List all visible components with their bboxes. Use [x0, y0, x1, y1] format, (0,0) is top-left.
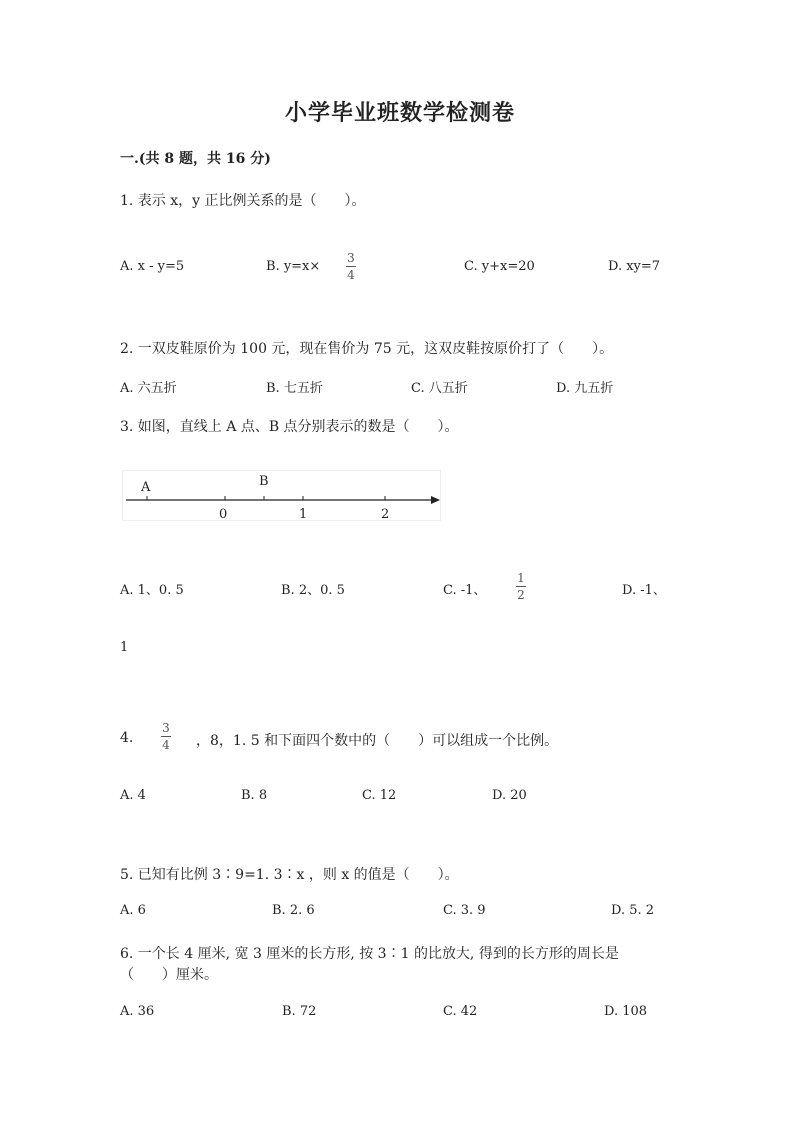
q5-option-c: C. 3. 9: [443, 903, 486, 918]
question-4-number: 4.: [120, 730, 134, 746]
q3-option-c: C. -1、: [443, 583, 487, 598]
page-title: 小学毕业班数学检测卷: [284, 100, 515, 126]
number-line-frame: [123, 471, 441, 521]
q4-fraction-bar: [161, 736, 171, 737]
q1-fraction-numerator: 3: [347, 251, 355, 265]
q4-option-c: C. 12: [362, 788, 397, 803]
number-line-figure: [122, 470, 442, 522]
q1-option-d: D. xy=7: [608, 259, 661, 274]
q3-fraction-denominator: 2: [517, 588, 525, 602]
question-4-text: ，8，1. 5 和下面四个数中的（ ）可以组成一个比例。: [196, 733, 559, 749]
q3-option-d: D. -1、: [622, 583, 666, 598]
q4-fraction-denominator: 4: [162, 738, 170, 752]
q3-fraction-numerator: 1: [517, 571, 525, 585]
q4-fraction: [161, 721, 171, 752]
q3-fraction: [516, 571, 526, 602]
q4-option-b: B. 8: [241, 788, 268, 803]
q4-option-d: D. 20: [492, 788, 527, 803]
point-label-a: A: [141, 480, 151, 495]
q6-option-a: A. 36: [120, 1004, 155, 1019]
question-6-text-line2: （ ）厘米。: [120, 967, 218, 983]
question-1-text: 1. 表示 x，y 正比例关系的是（ ）。: [120, 193, 366, 209]
q2-option-c: C. 八五折: [411, 381, 468, 396]
q3-option-d-continuation: 1: [120, 640, 129, 655]
q1-fraction: [346, 251, 356, 282]
q1-option-c: C. y+x=20: [464, 259, 535, 274]
q4-option-a: A. 4: [120, 788, 146, 803]
q5-option-d: D. 5. 2: [611, 903, 655, 918]
q6-option-c: C. 42: [443, 1004, 478, 1019]
question-6-text: 6. 一个长 4 厘米, 宽 3 厘米的长方形, 按 3∶1 的比放大, 得到的长方形的周长是: [120, 946, 619, 962]
q4-fraction-numerator: 3: [162, 721, 170, 735]
q6-option-b: B. 72: [282, 1004, 317, 1019]
q6-option-d: D. 108: [604, 1004, 648, 1019]
q3-option-a: A. 1、0. 5: [120, 583, 184, 598]
tick-label-1: 1: [299, 507, 308, 522]
q3-fraction-bar: [516, 586, 526, 587]
q3-option-b: B. 2、0. 5: [281, 583, 345, 598]
q5-option-b: B. 2. 6: [272, 903, 315, 918]
question-2-text: 2. 一双皮鞋原价为 100 元，现在售价为 75 元，这双皮鞋按原价打了（ ）。: [120, 341, 614, 357]
q1-fraction-bar: [346, 266, 356, 267]
tick-label-2: 2: [381, 507, 390, 522]
tick-label-0: 0: [219, 507, 228, 522]
q5-option-a: A. 6: [120, 903, 146, 918]
question-3-text: 3. 如图，直线上 A 点、B 点分别表示的数是（ ）。: [120, 419, 459, 435]
q2-option-b: B. 七五折: [266, 381, 323, 396]
q1-option-b: B. y=x×: [266, 259, 321, 274]
point-label-b: B: [259, 474, 269, 489]
q1-option-a: A. x - y=5: [120, 259, 185, 274]
question-5-text: 5. 已知有比例 3∶9=1. 3∶x ，则 x 的值是（ ）。: [120, 867, 459, 883]
q2-option-a: A. 六五折: [120, 381, 177, 396]
q1-fraction-denominator: 4: [347, 268, 355, 282]
q2-option-d: D. 九五折: [556, 381, 614, 396]
section-header: 一.(共 8 题，共 16 分): [120, 151, 271, 167]
